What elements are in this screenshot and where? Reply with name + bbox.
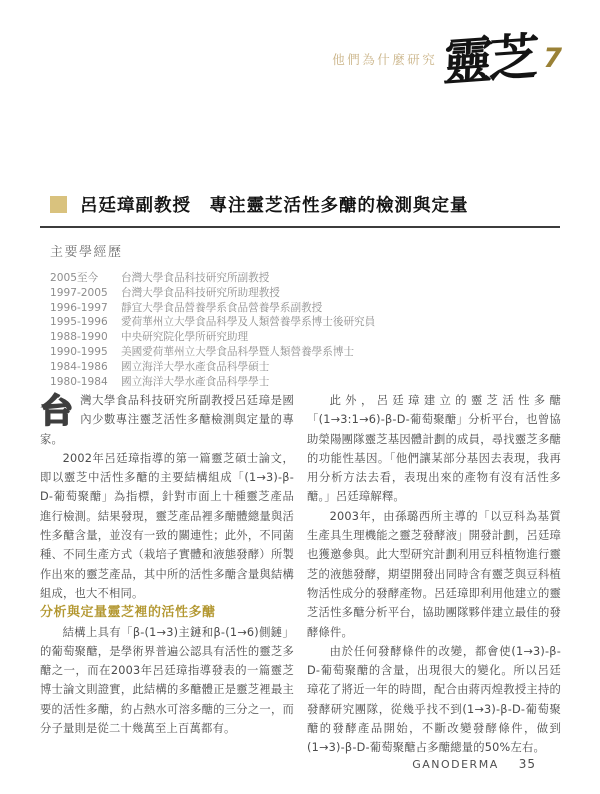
paragraph: 此外，呂廷璋建立的靈芝活性多醣「(1→3:1→6)-β-D-葡萄聚醣」分析平台，也曾協助榮陽團隊靈芝基因體計劃的成員，尋找靈芝多醣的功能性基因。「他們讓某部分基因去表現，我再用分析方法去看，表現出來的產物有沒有活性多醣。」呂廷璋解釋。 — [307, 394, 561, 504]
right-column — [307, 391, 561, 758]
resume-period: 1995-1996 — [50, 316, 108, 329]
paragraph: 由於任何發酵條件的改變，都會使(1→3)-β-D-葡萄聚醣的含量，出現很大的變化。所以呂廷璋花了將近一年的時間，配合由蔣丙煌教授主持的發酵研究團隊，從幾乎找不到(1→3)-β-D-葡萄聚醣的發酵產品開始，不斷改變發酵條件，做到(1→3)-β-D-葡萄聚醣占多醣總量的50%左右。 — [307, 644, 561, 755]
paragraph: 結構上具有「β-(1→3)主鏈和β-(1→6)側鏈」的葡萄聚醣，是學術界普遍公認具有活性的靈芝多醣之一，而在2003年呂廷璋指導發表的一篇靈芝博士論文則證實，此結構的多醣體正是靈芝裡最主要的活性多醣，約占熱水可溶多醣的三分之一，而分子量則是從二十幾萬至上百萬都有。 — [40, 625, 294, 736]
section-subheading: 分析與定量靈芝裡的活性多醣 — [40, 605, 216, 621]
resume-row — [50, 301, 550, 316]
resume-row — [50, 315, 550, 330]
resume-row — [50, 286, 550, 301]
title-bullet-square-icon — [50, 196, 67, 213]
article-title: 呂廷璋副教授 專注靈芝活性多醣的檢測與定量 — [80, 196, 469, 216]
paragraph-text: 灣大學食品科技研究所副教授呂廷璋是國內少數專注靈芝活性多醣檢測與定量的專家。 — [40, 394, 294, 446]
title-divider-rule — [40, 226, 560, 228]
resume-heading: 主要學經歷 — [50, 245, 123, 260]
resume-row — [50, 345, 550, 360]
resume-period: 1997-2005 — [50, 286, 108, 299]
page-header — [332, 26, 562, 93]
journal-name: GANODERMA — [412, 758, 499, 771]
paragraph: 2003年，由孫璐西所主導的「以豆科為基質生產具生理機能之靈芝發酵液」開發計劃，呂廷璋也獲邀參與。此大型研究計劃利用豆科植物進行靈芝的液態發酵，期望開發出同時含有靈芝與豆科植物活性成分的發酵產物。呂廷璋即利用他建立的靈芝活性多醣分析平台，協助團隊夥伴建立最佳的發酵條件。 — [307, 509, 561, 639]
series-label: 他們為什麼研究 — [332, 51, 438, 67]
resume-position: 國立海洋大學水產食品科學學士 — [121, 375, 270, 388]
resume-period: 1980-1984 — [50, 375, 108, 388]
resume-period: 1984-1986 — [50, 360, 108, 373]
resume-position: 台灣大學食品科技研究所助理教授 — [121, 286, 280, 299]
resume-section — [50, 241, 550, 389]
resume-period: 2005至今 — [50, 272, 99, 284]
left-column — [40, 391, 294, 758]
paragraph: 2002年呂廷璋指導的第一篇靈芝碩士論文，即以靈芝中活性多醣的主要結構組成「(1→3)-β-D-葡萄聚醣」為指標，針對市面上十種靈芝產品進行檢測。結果發現，靈芝產品裡多醣體總量與活性多醣含量，並沒有一致的關連性；此外，不同菌種、不同生產方式（栽培子實體和液態發酵）所製作出來的靈芝產品，其中所的活性多醣含量與結構組成，也大不相同。 — [40, 451, 294, 600]
resume-position: 美國愛荷華州立大學食品科學暨人類營養學系博士 — [121, 345, 355, 358]
article-body — [40, 391, 561, 758]
resume-position: 靜宜大學食品營養學系食品營養學系副教授 — [121, 301, 323, 314]
resume-period: 1988-1990 — [50, 331, 108, 344]
resume-position: 國立海洋大學水產食品科學碩士 — [121, 360, 270, 373]
resume-period: 1996-1997 — [50, 301, 108, 314]
paragraph — [40, 391, 294, 449]
resume-position: 台灣大學食品科技研究所副教授 — [121, 272, 270, 284]
resume-row — [50, 330, 550, 345]
resume-position: 愛荷華州立大學食品科學及人類營養學系博士後研究員 — [121, 316, 376, 329]
resume-period: 1990-1995 — [50, 345, 108, 358]
chapter-number: 7 — [543, 42, 562, 74]
resume-row — [50, 271, 550, 286]
page-footer — [412, 757, 536, 771]
drop-cap: 台 — [40, 391, 74, 430]
ganoderma-calligraphy-logo: 靈芝 — [442, 26, 537, 93]
page-number: 35 — [518, 757, 536, 771]
resume-position: 中央研究院化學所研究助理 — [121, 331, 249, 344]
resume-row — [50, 360, 550, 375]
resume-row — [50, 375, 550, 390]
title-row — [50, 192, 560, 217]
